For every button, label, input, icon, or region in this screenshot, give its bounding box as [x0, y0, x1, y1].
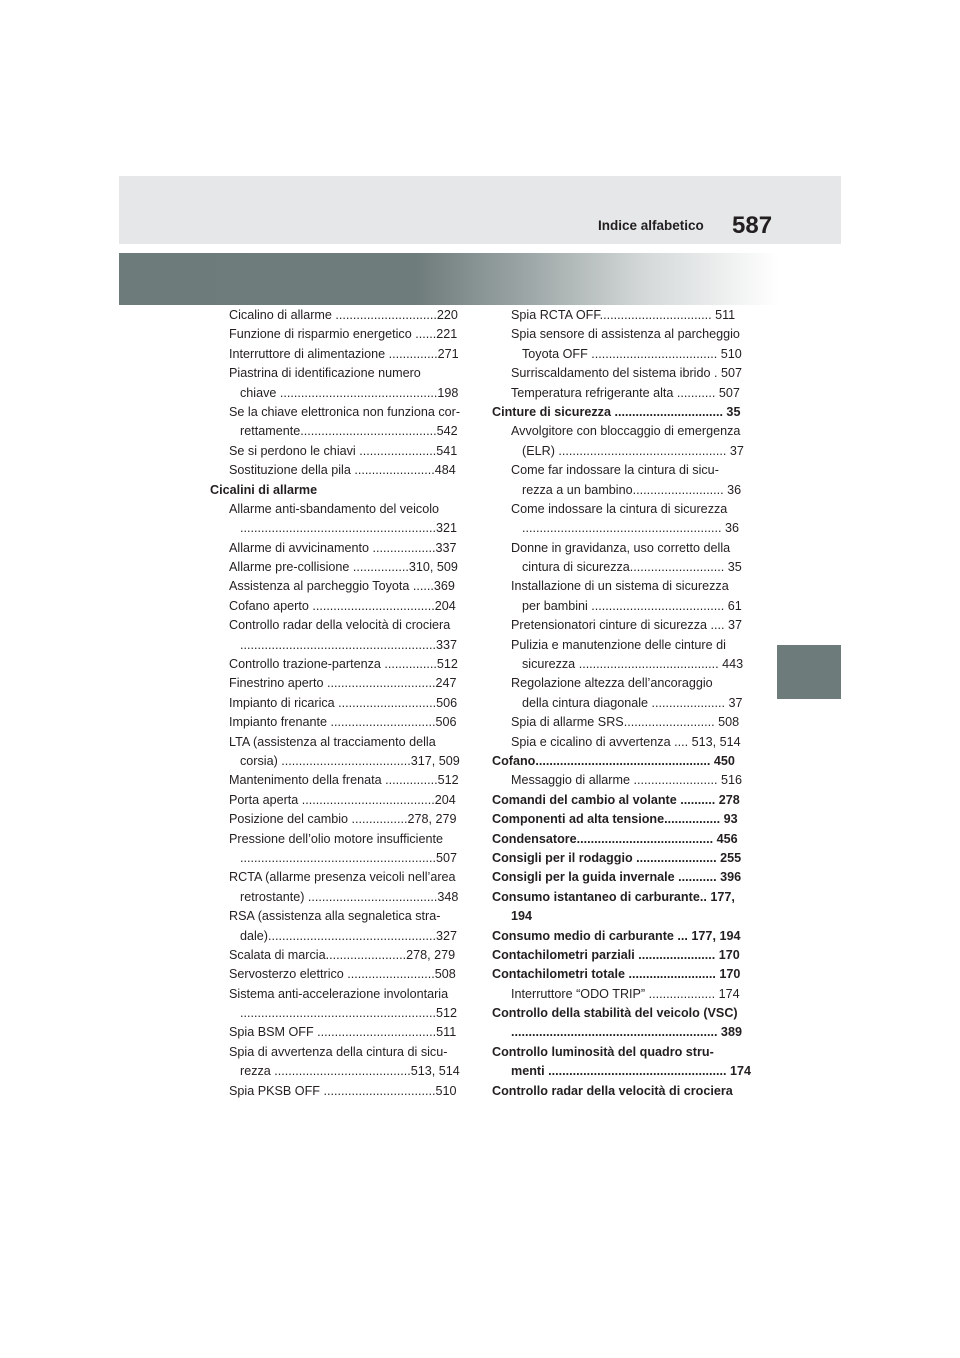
index-entry: Spia di allarme SRS.......................... 508: [511, 715, 740, 730]
index-entry: Assistenza al parcheggio Toyota ......369: [229, 579, 455, 594]
index-entry: Consumo istantaneo di carburante.. 177,: [492, 889, 735, 904]
index-entry: retrostante) .....................................348: [240, 889, 459, 904]
index-entry: Piastrina di identificazione numero: [229, 366, 421, 381]
thumb-index-tab: [777, 645, 841, 699]
index-entry: ........................................................512: [240, 1006, 457, 1021]
index-entry: Surriscaldamento del sistema ibrido . 507: [511, 366, 742, 381]
index-entry: Pretensionatori cinture di sicurezza .... 37: [511, 618, 742, 633]
index-entry: Posizione del cambio ................278, 279: [229, 812, 457, 827]
index-entry: Messaggio di allarme ........................ 516: [511, 773, 742, 788]
index-entry: Mantenimento della frenata ...............512: [229, 773, 459, 788]
index-entry: Donne in gravidanza, uso corretto della: [511, 540, 731, 555]
index-entry: Allarme anti-sbandamento del veicolo: [229, 501, 440, 516]
index-entry: Funzione di risparmio energetico ......221: [229, 327, 458, 342]
index-entry: chiave .............................................198: [240, 385, 459, 400]
page-number: 587: [732, 212, 773, 239]
index-entry: Pulizia e manutenzione delle cinture di: [511, 637, 726, 652]
index-entry: Sistema anti-accelerazione involontaria: [229, 986, 449, 1001]
index-entry: Cicalino di allarme .............................220: [229, 308, 458, 322]
index-entry: LTA (assistenza al tracciamento della: [229, 734, 436, 749]
index-entry: Spia di avvertenza della cintura di sicu-: [229, 1044, 448, 1059]
index-entry: ........................................................337: [240, 637, 457, 652]
index-entry: ........................................................321: [240, 521, 457, 536]
index-entry: Contachilometri parziali ...................... 170: [492, 947, 740, 962]
index-entry: Impianto di ricarica ............................506: [229, 695, 458, 710]
index-entry: Installazione di un sistema di sicurezza: [511, 579, 729, 594]
section-title: Indice alfabetico: [598, 218, 704, 233]
index-entry: Se si perdono le chiavi ......................541: [229, 443, 458, 458]
index-entry: Controllo radar della velocità di crociera: [229, 618, 451, 633]
index-entry: Spia e cicalino di avvertenza .... 513, 514: [511, 734, 741, 749]
index-entry: rettamente.......................................542: [240, 424, 458, 439]
index-entry: Porta aperta ......................................204: [229, 792, 456, 807]
index-entry: per bambini ...................................... 61: [522, 598, 742, 613]
index-entry: Spia PKSB OFF ................................510: [229, 1083, 457, 1098]
index-entry: Servosterzo elettrico .........................508: [229, 967, 456, 982]
index-entry: sicurezza ........................................ 443: [522, 657, 744, 672]
index-entry: Contachilometri totale ......................... 170: [492, 967, 741, 982]
index-entry: rezza .......................................513, 514: [240, 1064, 460, 1079]
index-entry: Allarme pre-collisione ................310, 509: [229, 560, 458, 575]
index-column-right: [492, 306, 752, 1101]
index-entry: Scalata di marcia.......................278, 279: [229, 947, 456, 962]
index-entry: rezza a un bambino.......................... 36: [522, 482, 742, 497]
index-entry: Allarme di avvicinamento ..................337: [229, 540, 457, 555]
index-entry: Cofano aperto ...................................204: [229, 598, 456, 613]
index-entry: Controllo luminosità del quadro stru-: [492, 1044, 714, 1059]
index-entry: Temperatura refrigerante alta ........... 507: [511, 385, 740, 400]
index-entry: Interruttore “ODO TRIP” ................... 174: [511, 986, 740, 1001]
index-column-left: [210, 306, 462, 1101]
index-entry: Cofano.................................................. 450: [492, 753, 735, 768]
index-entry: Toyota OFF .................................... 510: [522, 346, 742, 361]
index-entry: Spia BSM OFF ..................................511: [229, 1025, 457, 1040]
index-entry: Spia sensore di assistenza al parcheggio: [511, 327, 740, 342]
index-entry: Condensatore....................................... 456: [492, 831, 738, 846]
index-entry: Cicalini di allarme: [210, 482, 318, 497]
index-entry: menti ................................................... 174: [511, 1064, 752, 1079]
index-entry: Interruttore di alimentazione ..............271: [229, 346, 459, 361]
index-entry: Controllo radar della velocità di crociera: [492, 1083, 733, 1098]
index-entry: Impianto frenante ..............................506: [229, 715, 457, 730]
index-entry: 194: [511, 909, 533, 924]
index-entry: Controllo trazione-partenza ...............512: [229, 657, 458, 672]
index-entry: della cintura diagonale ..................... 37: [522, 695, 743, 710]
index-entry: Cinture di sicurezza ............................... 35: [492, 404, 741, 419]
index-entry: Consigli per la guida invernale ........... 396: [492, 870, 742, 885]
index-entry: ........................................................... 389: [511, 1025, 742, 1040]
index-entry: RCTA (allarme presenza veicoli nell’area: [229, 870, 456, 885]
index-entry: Come indossare la cintura di sicurezza: [511, 501, 728, 516]
index-entry: dale)................................................327: [240, 928, 457, 943]
index-entry: corsia) .....................................317, 509: [240, 753, 460, 768]
index-entry: Avvolgitore con bloccaggio di emergenza: [511, 424, 741, 439]
gradient-bar: [119, 253, 779, 305]
index-entry: cintura di sicurezza........................... 35: [522, 560, 742, 575]
index-entry: Sostituzione della pila .......................484: [229, 463, 456, 478]
index-entry: (ELR) ................................................ 37: [522, 443, 744, 458]
index-entry: Spia RCTA OFF................................ 511: [511, 308, 736, 322]
index-entry: ........................................................507: [240, 850, 457, 865]
index-entry: Pressione dell’olio motore insufficiente: [229, 831, 443, 846]
index-entry: Finestrino aperto ...............................247: [229, 676, 457, 691]
index-entry: Componenti ad alta tensione................ 93: [492, 812, 738, 827]
index-entry: Consigli per il rodaggio ....................... 255: [492, 850, 742, 865]
index-entry: Se la chiave elettronica non funziona cor-: [229, 404, 461, 419]
index-entry: Controllo della stabilità del veicolo (VSC): [492, 1006, 738, 1021]
index-entry: Consumo medio di carburante ... 177, 194: [492, 928, 741, 943]
index-entry: RSA (assistenza alla segnaletica stra-: [229, 909, 441, 924]
index-entry: Come far indossare la cintura di sicu-: [511, 463, 719, 478]
index-entry: Regolazione altezza dell’ancoraggio: [511, 676, 713, 691]
index-entry: Comandi del cambio al volante .......... 278: [492, 792, 740, 807]
index-entry: ......................................................... 36: [522, 521, 739, 536]
